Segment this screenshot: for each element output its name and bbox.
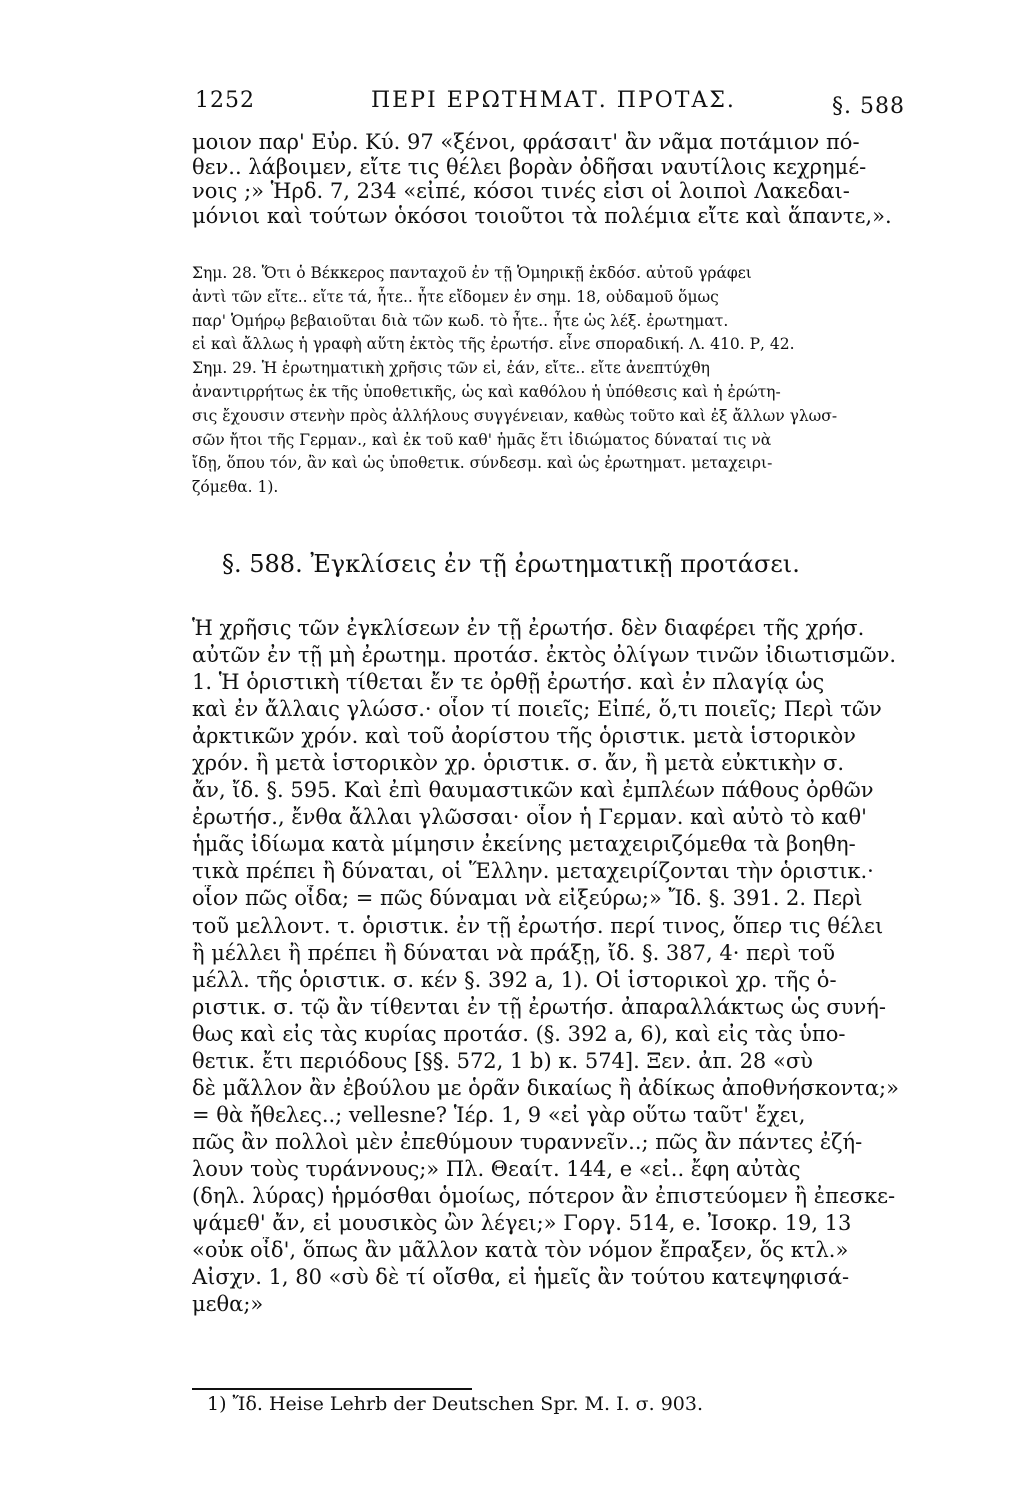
text-line: δὲ μᾶλλον ἂν ἐβούλου με ὁρᾶν δικαίως ἢ ἀδίκως ἀποθνήσκοντα;» — [192, 1075, 899, 1100]
text-line: Ἡ χρῆσις τῶν ἐγκλίσεων ἐν τῇ ἐρωτήσ. δὲν διαφέρει τῆς χρήσ. — [192, 616, 865, 640]
text-line: ἀρκτικῶν χρόν. καὶ τοῦ ἀορίστου τῆς ὁριστικ. μετὰ ἱστορικὸν — [192, 724, 856, 749]
note-line: σις ἔχουσιν στενὴν πρὸς ἀλλήλους συγγένειαν, καθὼς τοῦτο καὶ ἐξ ἄλλων γλωσ- — [192, 406, 838, 425]
text-line: μέλλ. τῆς ὁριστικ. σ. κέν §. 392 a, 1). Οἱ ἱστορικοὶ χρ. τῆς ὁ- — [192, 967, 837, 992]
text-line: ἄν, ἴδ. §. 595. Καὶ ἐπὶ θαυμαστικῶν καὶ ἐμπλέων πάθους ὀρθῶν — [192, 778, 874, 803]
text-line: = θὰ ἤθελες..; vellesne? Ἱέρ. 1, 9 «εἰ γὰρ οὕτω ταῦτ' ἔχει, — [192, 1102, 806, 1127]
text-line: λουν τοὺς τυράννους;» Πλ. Θεαίτ. 144, e «εἰ.. ἔφη αὐτὰς — [192, 1156, 801, 1181]
text-line: ψάμεθ' ἄν, εἰ μουσικὸς ὢν λέγει;» Γοργ. 514, e. Ἰσοκρ. 19, 13 — [192, 1211, 852, 1236]
text-line: νοις ;» Ἡρδ. 7, 234 «εἰπέ, κόσοι τινές εἰσι οἱ λοιποὶ Λακεδαι- — [192, 179, 850, 203]
text-line: οἷον πῶς οἶδα; = πῶς δύναμαι νὰ εἰξεύρω;» Ἴδ. §. 391. 2. Περὶ — [192, 886, 863, 911]
note-line: ἀναντιρρήτως ἐκ τῆς ὑποθετικῆς, ὡς καὶ καθόλου ἡ ὑπόθεσις καὶ ἡ ἐρώτη- — [192, 382, 781, 401]
section-heading: §. 588. Ἐγκλίσεις ἐν τῇ ἐρωτηματικῇ προτάσει. — [222, 550, 800, 578]
text-line: τοῦ μελλοντ. τ. ὁριστικ. ἐν τῇ ἐρωτήσ. περί τινος, ὅπερ τις θέλει — [192, 913, 884, 938]
body-text — [192, 615, 912, 1318]
note-line: σῶν ἤτοι τῆς Γερμαν., καὶ ἐκ τοῦ καθ' ἡμᾶς ἔτι ἰδιώματος δύναταί τις νὰ — [192, 430, 772, 449]
text-line: τικὰ πρέπει ἢ δύναται, οἱ Ἕλλην. μεταχειρίζονται τὴν ὁριστικ.· — [192, 859, 874, 884]
text-line: μεθα;» — [192, 1292, 264, 1317]
note-line: Σημ. 29. Ἡ ἐρωτηματικὴ χρῆσις τῶν εἰ, ἐάν, εἴτε.. εἴτε ἀνεπτύχθη — [192, 359, 710, 378]
notes-block — [192, 262, 912, 500]
running-title: ΠΕΡΙ ΕΡΩΤΗΜΑΤ. ΠΡΟΤΑΣ. — [371, 88, 736, 113]
text-line: θετικ. ἔτι περιόδους [§§. 572, 1 b) κ. 574]. Ξεν. ἀπ. 28 «σὺ — [192, 1048, 813, 1073]
note-line: εἰ καὶ ἄλλως ἡ γραφὴ αὕτη ἐκτὸς τῆς ἐρωτήσ. εἶνε σποραδική. Λ. 410. Ρ, 42. — [192, 335, 795, 354]
text-line: θεν.. λάβοιμεν, εἴτε τις θέλει βορὰν ὀδῆσαι ναυτίλοις κεχρημέ- — [192, 154, 867, 179]
text-line: 1. Ἡ ὁριστικὴ τίθεται ἔν τε ὀρθῇ ἐρωτήσ. καὶ ἐν πλαγίᾳ ὡς — [192, 670, 825, 695]
note-line: παρ' Ὁμήρῳ βεβαιοῦται διὰ τῶν κωδ. τὸ ἦτε.. ἦτε ὡς λέξ. ἐρωτηματ. — [192, 311, 729, 330]
text-line: ριστικ. σ. τῷ ἂν τίθενται ἐν τῇ ἐρωτήσ. ἀπαραλλάκτως ὡς συνή- — [192, 994, 886, 1019]
text-line: χρόν. ἢ μετὰ ἱστορικὸν χρ. ὁριστικ. σ. ἄν, ἢ μετὰ εὐκτικὴν σ. — [192, 751, 845, 776]
text-line: Αἰσχν. 1, 80 «σὺ δὲ τί οἴσθα, εἰ ἡμεῖς ἂν τούτου κατεψηφισά- — [192, 1265, 850, 1290]
text-line: «οὐκ οἶδ', ὅπως ἂν μᾶλλον κατὰ τὸν νόμον ἔπραξεν, ὅς κτλ.» — [192, 1238, 849, 1263]
text-line: μοιον παρ' Εὐρ. Κύ. 97 «ξένοι, φράσαιτ' ἂν νᾶμα ποτάμιον πό- — [192, 130, 860, 154]
note-line: ζόμεθα. 1). — [192, 478, 279, 497]
note-line: ἀντὶ τῶν εἴτε.. εἴτε τά, ἦτε.. ἦτε εἴδομεν ἐν σημ. 18, οὐδαμοῦ ὅμως — [192, 287, 719, 306]
text-line: ἐρωτήσ., ἔνθα ἄλλαι γλῶσσαι· οἷον ἡ Γερμαν. καὶ αὐτὸ τὸ καθ' — [192, 805, 867, 830]
text-line: μόνιοι καὶ τούτων ὁκόσοι τοιοῦτοι τὰ πολέμια εἴτε καὶ ἅπαντε,». — [192, 203, 892, 228]
text-line: καὶ ἐν ἄλλαις γλώσσ.· οἷον τί ποιεῖς; Εἰπέ, ὅ,τι ποιεῖς; Περὶ τῶν — [192, 697, 882, 722]
note-line: ἴδῃ, ὅπου τόν, ἂν καὶ ὡς ὑποθετικ. σύνδεσμ. καὶ ὡς ἐρωτηματ. μεταχειρι- — [192, 454, 773, 473]
section-marker: §. 588 — [832, 94, 905, 119]
note-line: Σημ. 28. Ὅτι ὁ Βέκκερος πανταχοῦ ἐν τῇ Ὁμηρικῇ ἐκδόσ. αὐτοῦ γράφει — [192, 264, 752, 282]
footnote-rule — [192, 1388, 472, 1390]
footnote: 1) Ἴδ. Heise Lehrb der Deutschen Spr. M. I. σ. 903. — [207, 1393, 704, 1415]
intro-paragraph — [192, 130, 912, 228]
text-line: ἡμᾶς ἰδίωμα κατὰ μίμησιν ἐκείνης μεταχειριζόμεθα τὰ βοηθη- — [192, 832, 856, 857]
text-line: ἢ μέλλει ἢ πρέπει ἢ δύναται νὰ πράξῃ, ἴδ. §. 387, 4· περὶ τοῦ — [192, 940, 836, 965]
page-number: 1252 — [195, 88, 255, 113]
text-line: αὐτῶν ἐν τῇ μὴ ἐρωτημ. προτάσ. ἐκτὸς ὀλίγων τινῶν ἰδιωτισμῶν. — [192, 643, 897, 668]
text-line: θως καὶ εἰς τὰς κυρίας προτάσ. (§. 392 a, 6), καὶ εἰς τὰς ὑπο- — [192, 1021, 846, 1046]
page-header — [195, 88, 905, 128]
text-line: (δηλ. λύρας) ἡρμόσθαι ὁμοίως, πότερον ἂν ἐπιστεύομεν ἢ ἐπεσκε- — [192, 1183, 896, 1208]
text-line: πῶς ἂν πολλοὶ μὲν ἐπεθύμουν τυραννεῖν..; πῶς ἂν πάντες ἐζή- — [192, 1129, 863, 1154]
